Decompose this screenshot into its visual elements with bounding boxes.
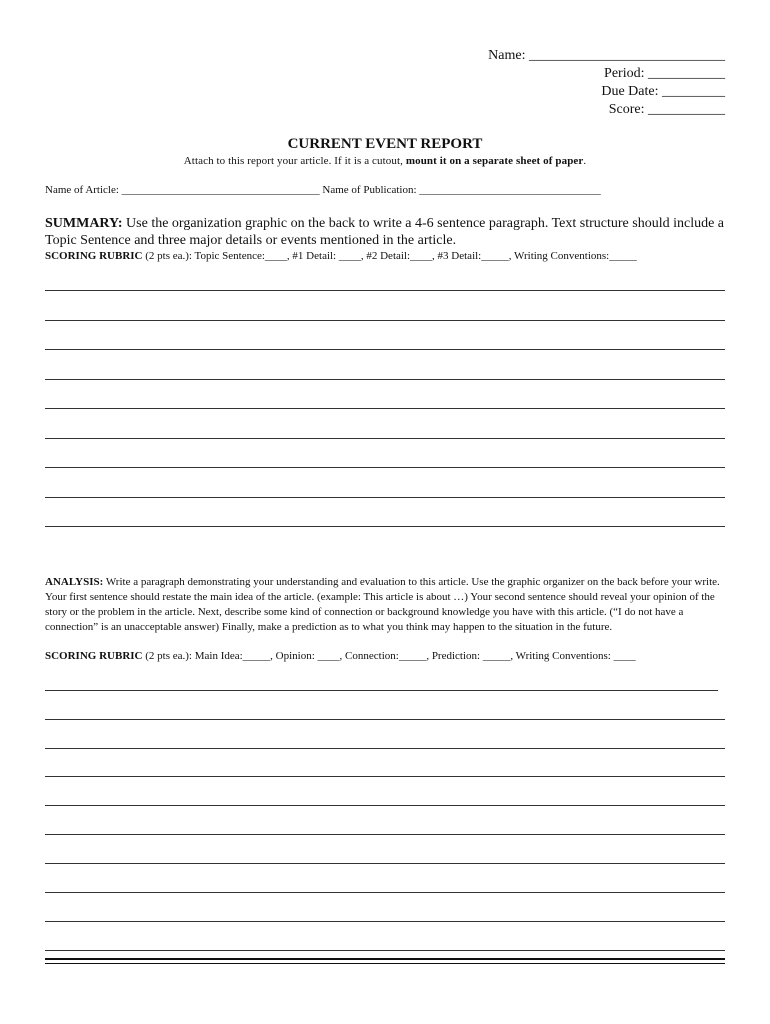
analysis-text: Write a paragraph demonstrating your understanding and evaluation to this article. Use the graphic organizer on the back before your write. Your first sentence should restate the main idea of the article. (example: This article is about …) Your second sentence should reveal your opinion of the story or the problem in the article. Next, describe some kind of connection or background knowledge you have with this article. (“I do not have a connection” is an unacceptable answer) Finally, make a prediction as to what you think may happen to the situation in the future. <box>45 576 720 633</box>
summary-writing-line[interactable] <box>45 467 725 468</box>
summary-writing-line[interactable] <box>45 349 725 350</box>
bottom-divider-thin <box>45 963 725 964</box>
summary-writing-line[interactable] <box>45 290 725 291</box>
instructions-line <box>0 155 770 167</box>
analysis-rubric <box>45 650 636 662</box>
name-field[interactable]: Name: ____________________________ <box>488 48 725 63</box>
period-field[interactable]: Period: ___________ <box>604 66 725 81</box>
instructions-end: . <box>583 155 587 167</box>
analysis-writing-line[interactable] <box>45 863 725 864</box>
analysis-rubric-heading: SCORING RUBRIC <box>45 650 143 662</box>
summary-writing-line[interactable] <box>45 408 725 409</box>
instructions-plain: Attach to this report your article. If it is a cutout, <box>183 155 406 167</box>
analysis-writing-line[interactable] <box>45 892 725 893</box>
analysis-writing-line[interactable] <box>45 690 718 691</box>
bottom-divider-thick <box>45 958 725 960</box>
summary-text: Use the organization graphic on the back to write a 4-6 sentence paragraph. Text structure should include a Topic Sentence and three major details or events mentioned in the article. <box>45 216 725 248</box>
summary-writing-line[interactable] <box>45 526 725 527</box>
analysis-writing-line[interactable] <box>45 776 725 777</box>
analysis-writing-line[interactable] <box>45 805 725 806</box>
article-publication-line[interactable]: Name of Article: ____________________________________ Name of Publication: _________________________________ <box>45 184 601 196</box>
summary-rubric-text: (2 pts ea.): Topic Sentence:____, #1 Detail: ____, #2 Detail:____, #3 Detail:_____, Writing Conventions:_____ <box>142 250 637 262</box>
analysis-writing-line[interactable] <box>45 748 725 749</box>
summary-heading: SUMMARY: <box>45 216 123 231</box>
analysis-writing-line[interactable] <box>45 921 725 922</box>
summary-instructions <box>45 215 730 249</box>
summary-writing-line[interactable] <box>45 497 725 498</box>
score-field[interactable]: Score: ___________ <box>608 102 725 117</box>
page-title: CURRENT EVENT REPORT <box>287 136 483 152</box>
summary-writing-line[interactable] <box>45 379 725 380</box>
analysis-heading: ANALYSIS: <box>45 576 104 588</box>
instructions-bold: mount it on a separate sheet of paper <box>405 155 584 167</box>
summary-writing-line[interactable] <box>45 320 725 321</box>
analysis-writing-line[interactable] <box>45 950 725 951</box>
summary-writing-line[interactable] <box>45 438 725 439</box>
analysis-writing-line[interactable] <box>45 719 725 720</box>
summary-rubric <box>45 250 637 262</box>
analysis-rubric-text: (2 pts ea.): Main Idea:_____, Opinion: ____, Connection:_____, Prediction: _____, Writing Conventions: ____ <box>142 650 636 662</box>
due-date-field[interactable]: Due Date: _________ <box>601 84 725 99</box>
analysis-writing-line[interactable] <box>45 834 725 835</box>
summary-rubric-heading: SCORING RUBRIC <box>45 250 143 262</box>
analysis-instructions <box>45 575 725 635</box>
